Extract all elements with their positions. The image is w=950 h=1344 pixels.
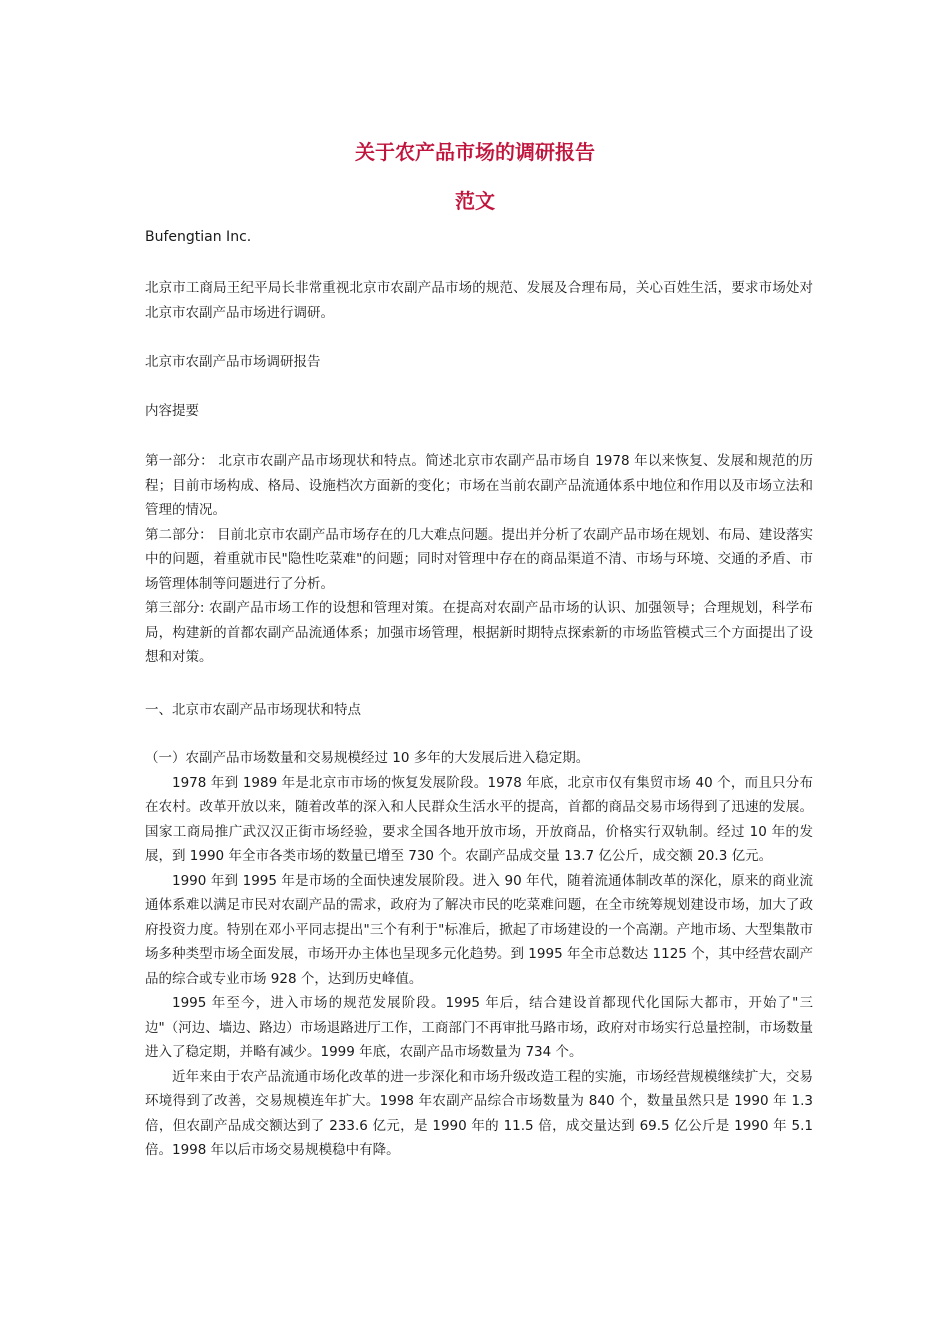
body-paragraph-2: 1990 年到 1995 年是市场的全面快速发展阶段。进入 90 年代，随着流通体制改革的深化，原来的商业流通体系难以满足市民对农副产品的需求，政府为了解决市民的吃菜难问题，在全市统筹规划建设市场，加大了政府投资力度。特别在邓小平同志提出"三个有利于"标准后，掀起了市场建设的一个高潮。产地市场、大型集散市场多种类型市场全面发展，市场开办主体也呈现多元化趋势。到 1995 年全市总数达 1125 个，其中经营农副产品的综合或专业市场 928 个，达到历史峰值。 [145, 872, 813, 987]
summary-part-1: 第一部分： 北京市农副产品市场现状和特点。简述北京市农副产品市场自 1978 年以来恢复、发展和规范的历程；目前市场构成、格局、设施档次方面新的变化；市场在当前农副产品流通体系中地位和作用以及市场立法和管理的情况。 [145, 453, 813, 518]
intro-paragraph [145, 276, 813, 325]
summary-part-3: 第三部分: 农副产品市场工作的设想和管理对策。在提高对农副产品市场的认识、加强领导；合理规划，科学布局，构建新的首都农副产品流通体系；加强市场管理，根据新时期特点探索新的市场监管模式三个方面提出了设想和对策。 [145, 600, 813, 665]
body-paragraph-3: 1995 年至今，进入市场的规范发展阶段。1995 年后，结合建设首都现代化国际大都市，开始了"三边"（河边、墙边、路边）市场退路进厅工作，工商部门不再审批马路市场，政府对市场实行总量控制，市场数量进入了稳定期，并略有减少。1999 年底，农副产品市场数量为 734 个。 [145, 995, 813, 1060]
intro-text: 北京市工商局王纪平局长非常重视北京市农副产品市场的规范、发展及合理布局，关心百姓生活，要求市场处对北京市农副产品市场进行调研。 [145, 280, 813, 321]
document-subtitle: 范文 [455, 189, 495, 213]
report-title [145, 350, 813, 375]
summary-label-text: 内容提要 [145, 403, 199, 419]
section-heading-text: 一、北京市农副产品市场现状和特点 [145, 702, 361, 718]
summary-part-2: 第二部分： 目前北京市农副产品市场存在的几大难点问题。提出并分析了农副产品市场在规划、布局、建设落实中的问题，着重就市民"隐性吃菜难"的问题；同时对管理中存在的商品渠道不清、市场与环境、交通的矛盾、市场管理体制等问题进行了分析。 [145, 526, 813, 592]
summary-parts [145, 449, 813, 670]
subsection-heading: （一）农副产品市场数量和交易规模经过 10 多年的大发展后进入稳定期。 [145, 750, 590, 766]
company-name: Bufengtian Inc. [145, 229, 252, 245]
report-title-text: 北京市农副产品市场调研报告 [145, 354, 321, 370]
section-body [145, 746, 813, 1163]
summary-label [145, 399, 813, 424]
section-heading [145, 698, 813, 723]
document-title: 关于农产品市场的调研报告 [355, 140, 595, 164]
body-paragraph-1: 1978 年到 1989 年是北京市市场的恢复发展阶段。1978 年底，北京市仅有集贸市场 40 个，而且只分布在农村。改革开放以来，随着改革的深入和人民群众生活水平的提高，首都的商品交易市场得到了迅速的发展。国家工商局推广武汉汉正街市场经验，要求全国各地开放市场，开放商品，价格实行双轨制。经过 10 年的发展，到 1990 年全市各类市场的数量已增至 730 个。农副产品成交量 13.7 亿公斤，成交额 20.3 亿元。 [145, 774, 813, 864]
body-paragraph-4: 近年来由于农产品流通市场化改革的进一步深化和市场升级改造工程的实施，市场经营规模继续扩大，交易环境得到了改善，交易规模连年扩大。1998 年农副产品综合市场数量为 840 个，数量虽然只是 1990 年 1.3 倍，但农副产品成交额达到了 233.6 亿元，是 1990 年的 11.5 倍，成交量达到 69.5 亿公斤是 1990 年 5.1 倍。1998 年以后市场交易规模稳中有降。 [145, 1068, 813, 1158]
